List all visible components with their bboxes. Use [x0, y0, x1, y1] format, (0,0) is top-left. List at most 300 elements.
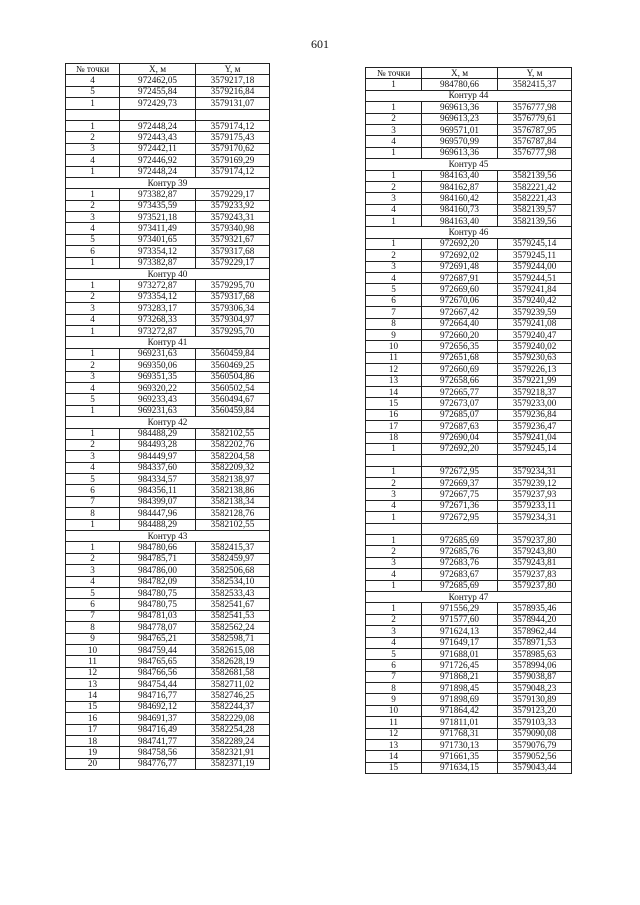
table-row	[366, 671, 572, 682]
table-row	[366, 79, 572, 90]
y-coordinate-cell: 3579218,37	[498, 386, 572, 397]
y-coordinate-cell: 3579048,23	[498, 683, 572, 694]
y-coordinate-cell: 3582541,53	[196, 610, 270, 621]
y-coordinate-cell: 3560459,84	[196, 405, 270, 416]
y-coordinate-cell: 3582615,08	[196, 644, 270, 655]
table-row	[66, 485, 270, 496]
table-row	[66, 451, 270, 462]
table-row	[66, 496, 270, 507]
y-coordinate-cell: 3579217,18	[196, 75, 270, 86]
point-number-cell: 1	[66, 519, 120, 530]
y-coordinate-cell: 3579241,84	[498, 284, 572, 295]
contour-label: Контур 42	[66, 417, 270, 428]
point-number-cell: 6	[66, 246, 120, 257]
y-coordinate-cell: 3579226,13	[498, 364, 572, 375]
table-row	[66, 394, 270, 405]
x-coordinate-cell: 969320,22	[120, 382, 196, 393]
y-coordinate-cell: 3576777,98	[498, 147, 572, 158]
point-number-cell: 20	[66, 758, 120, 769]
point-number-cell: 5	[366, 284, 422, 295]
x-coordinate-cell: 971811,01	[422, 717, 498, 728]
contour-label: Контур 41	[66, 337, 270, 348]
table-row	[366, 250, 572, 261]
x-coordinate-cell: 972672,95	[422, 466, 498, 477]
table-row	[66, 75, 270, 86]
x-coordinate-cell: 972448,24	[120, 120, 196, 131]
table-row	[366, 489, 572, 500]
table-row	[66, 553, 270, 564]
point-number-cell: 1	[366, 79, 422, 90]
table-row	[66, 371, 270, 382]
point-number-cell: 2	[366, 478, 422, 489]
y-coordinate-cell: 3560494,67	[196, 394, 270, 405]
table-row	[366, 648, 572, 659]
x-coordinate-cell: 984160,73	[422, 204, 498, 215]
point-number-cell: 1	[366, 147, 422, 158]
y-coordinate-cell: 3582209,32	[196, 462, 270, 473]
x-coordinate-cell: 971864,42	[422, 705, 498, 716]
x-coordinate-cell: 972448,24	[120, 166, 196, 177]
point-number-cell: 4	[366, 136, 422, 147]
x-coordinate-cell: 973272,87	[120, 325, 196, 336]
x-coordinate-cell: 972685,69	[422, 580, 498, 591]
x-coordinate-cell: 972446,92	[120, 155, 196, 166]
header-y: Y, м	[498, 68, 572, 79]
header-x: X, м	[120, 64, 196, 75]
empty-cell	[422, 523, 498, 534]
contour-heading-row	[366, 159, 572, 170]
point-number-cell: 2	[66, 200, 120, 211]
x-coordinate-cell: 972667,75	[422, 489, 498, 500]
table-row	[66, 724, 270, 735]
y-coordinate-cell: 3582628,19	[196, 656, 270, 667]
point-number-cell: 8	[366, 683, 422, 694]
x-coordinate-cell: 972685,76	[422, 546, 498, 557]
y-coordinate-cell: 3579229,17	[196, 189, 270, 200]
x-coordinate-cell: 971868,21	[422, 671, 498, 682]
y-coordinate-cell: 3582371,19	[196, 758, 270, 769]
table-row	[366, 341, 572, 352]
x-coordinate-cell: 969351,35	[120, 371, 196, 382]
point-number-cell: 1	[366, 170, 422, 181]
table-row	[66, 508, 270, 519]
point-number-cell: 3	[366, 557, 422, 568]
point-number-cell: 1	[66, 98, 120, 109]
table-row	[66, 280, 270, 291]
x-coordinate-cell: 973354,12	[120, 291, 196, 302]
y-coordinate-cell: 3579295,70	[196, 280, 270, 291]
point-number-cell: 2	[366, 113, 422, 124]
point-number-cell: 4	[366, 500, 422, 511]
y-coordinate-cell: 3582289,24	[196, 736, 270, 747]
x-coordinate-cell: 969571,01	[422, 124, 498, 135]
contour-label: Контур 39	[66, 177, 270, 188]
table-row	[66, 633, 270, 644]
y-coordinate-cell: 3579295,70	[196, 325, 270, 336]
y-coordinate-cell: 3582459,97	[196, 553, 270, 564]
y-coordinate-cell: 3579234,31	[498, 512, 572, 523]
point-number-cell: 6	[66, 485, 120, 496]
y-coordinate-cell: 3579174,12	[196, 120, 270, 131]
point-number-cell: 4	[66, 576, 120, 587]
x-coordinate-cell: 984488,29	[120, 428, 196, 439]
y-coordinate-cell: 3579131,07	[196, 98, 270, 109]
table-row	[366, 535, 572, 546]
point-number-cell: 2	[366, 181, 422, 192]
point-number-cell: 8	[366, 318, 422, 329]
contour-label: Контур 45	[366, 159, 572, 170]
y-coordinate-cell: 3582139,56	[498, 216, 572, 227]
table-row	[366, 181, 572, 192]
point-number-cell: 2	[366, 250, 422, 261]
y-coordinate-cell: 3582102,55	[196, 428, 270, 439]
x-coordinate-cell: 971898,45	[422, 683, 498, 694]
table-row	[366, 102, 572, 113]
table-row	[66, 382, 270, 393]
table-row	[366, 170, 572, 181]
table-row	[366, 352, 572, 363]
contour-heading-row	[66, 177, 270, 188]
point-number-cell: 1	[66, 428, 120, 439]
point-number-cell: 4	[66, 314, 120, 325]
table-row	[366, 683, 572, 694]
contour-label: Контур 46	[366, 227, 572, 238]
y-coordinate-cell: 3560502,54	[196, 382, 270, 393]
point-number-cell: 18	[66, 736, 120, 747]
table-row	[366, 113, 572, 124]
table-row	[66, 257, 270, 268]
point-number-cell: 12	[366, 364, 422, 375]
table-body-right	[366, 79, 572, 774]
point-number-cell: 11	[366, 352, 422, 363]
y-coordinate-cell: 3582321,91	[196, 747, 270, 758]
x-coordinate-cell: 984493,28	[120, 439, 196, 450]
table-row	[366, 204, 572, 215]
point-number-cell: 7	[366, 307, 422, 318]
point-number-cell: 1	[66, 325, 120, 336]
y-coordinate-cell: 3579170,62	[196, 143, 270, 154]
table-row	[66, 462, 270, 473]
point-number-cell: 1	[366, 102, 422, 113]
table-row	[366, 421, 572, 432]
table-row	[366, 626, 572, 637]
y-coordinate-cell: 3576787,84	[498, 136, 572, 147]
table-row	[66, 86, 270, 97]
y-coordinate-cell: 3579321,67	[196, 234, 270, 245]
y-coordinate-cell: 3582138,97	[196, 474, 270, 485]
y-coordinate-cell: 3579239,59	[498, 307, 572, 318]
point-number-cell: 1	[366, 238, 422, 249]
x-coordinate-cell: 972685,69	[422, 535, 498, 546]
y-coordinate-cell: 3579052,56	[498, 751, 572, 762]
coordinates-table-left	[65, 63, 270, 770]
point-number-cell: 3	[66, 143, 120, 154]
point-number-cell: 1	[366, 603, 422, 614]
x-coordinate-cell: 972443,43	[120, 132, 196, 143]
contour-heading-row	[66, 417, 270, 428]
point-number-cell: 1	[366, 443, 422, 454]
y-coordinate-cell: 3579245,11	[498, 250, 572, 261]
y-coordinate-cell: 3578944,20	[498, 614, 572, 625]
x-coordinate-cell: 972455,84	[120, 86, 196, 97]
y-coordinate-cell: 3582254,28	[196, 724, 270, 735]
x-coordinate-cell: 984786,00	[120, 565, 196, 576]
y-coordinate-cell: 3579243,31	[196, 212, 270, 223]
table-row	[66, 576, 270, 587]
x-coordinate-cell: 969570,99	[422, 136, 498, 147]
table-row	[66, 747, 270, 758]
table-row	[66, 155, 270, 166]
x-coordinate-cell: 972692,20	[422, 443, 498, 454]
table-row	[366, 569, 572, 580]
y-coordinate-cell: 3582534,10	[196, 576, 270, 587]
y-coordinate-cell: 3582102,55	[196, 519, 270, 530]
table-row	[366, 386, 572, 397]
table-row	[366, 318, 572, 329]
x-coordinate-cell: 972683,67	[422, 569, 498, 580]
point-number-cell: 4	[66, 462, 120, 473]
table-row	[66, 360, 270, 371]
x-coordinate-cell: 984780,66	[120, 542, 196, 553]
point-number-cell: 1	[66, 166, 120, 177]
x-coordinate-cell: 984488,29	[120, 519, 196, 530]
table-row	[66, 679, 270, 690]
x-coordinate-cell: 973272,87	[120, 280, 196, 291]
point-number-cell: 14	[66, 690, 120, 701]
y-coordinate-cell: 3579317,68	[196, 291, 270, 302]
table-row	[66, 622, 270, 633]
point-number-cell: 3	[366, 626, 422, 637]
point-number-cell: 3	[66, 371, 120, 382]
y-coordinate-cell: 3578971,53	[498, 637, 572, 648]
table-row	[66, 736, 270, 747]
x-coordinate-cell: 971726,45	[422, 660, 498, 671]
point-number-cell: 1	[66, 348, 120, 359]
table-row	[66, 314, 270, 325]
point-number-cell: 4	[366, 637, 422, 648]
x-coordinate-cell: 971649,17	[422, 637, 498, 648]
x-coordinate-cell: 984399,07	[120, 496, 196, 507]
x-coordinate-cell: 973382,87	[120, 257, 196, 268]
point-number-cell: 17	[366, 421, 422, 432]
y-coordinate-cell: 3579240,42	[498, 295, 572, 306]
table-row	[66, 713, 270, 724]
table-row	[66, 132, 270, 143]
y-coordinate-cell: 3579245,14	[498, 238, 572, 249]
table-row	[366, 694, 572, 705]
table-row	[66, 98, 270, 109]
point-number-cell: 4	[66, 382, 120, 393]
empty-cell	[120, 109, 196, 120]
x-coordinate-cell: 971556,29	[422, 603, 498, 614]
point-number-cell: 1	[366, 216, 422, 227]
y-coordinate-cell: 3579304,97	[196, 314, 270, 325]
point-number-cell: 12	[366, 728, 422, 739]
x-coordinate-cell: 969231,63	[120, 348, 196, 359]
x-coordinate-cell: 972660,20	[422, 329, 498, 340]
y-coordinate-cell: 3579244,51	[498, 273, 572, 284]
point-number-cell: 3	[366, 193, 422, 204]
table-row	[66, 189, 270, 200]
point-number-cell: 3	[366, 489, 422, 500]
x-coordinate-cell: 972429,73	[120, 98, 196, 109]
y-coordinate-cell: 3579174,12	[196, 166, 270, 177]
contour-label: Контур 43	[66, 531, 270, 542]
y-coordinate-cell: 3579237,83	[498, 569, 572, 580]
table-row	[366, 295, 572, 306]
x-coordinate-cell: 984754,44	[120, 679, 196, 690]
y-coordinate-cell: 3582202,76	[196, 439, 270, 450]
x-coordinate-cell: 984692,12	[120, 701, 196, 712]
table-row	[66, 542, 270, 553]
x-coordinate-cell: 984780,75	[120, 599, 196, 610]
table-row	[366, 717, 572, 728]
header-x: X, м	[422, 68, 498, 79]
table-row	[366, 512, 572, 523]
x-coordinate-cell: 984162,87	[422, 181, 498, 192]
x-coordinate-cell: 972692,02	[422, 250, 498, 261]
point-number-cell: 10	[366, 341, 422, 352]
x-coordinate-cell: 972462,05	[120, 75, 196, 86]
point-number-cell: 11	[366, 717, 422, 728]
point-number-cell: 3	[366, 261, 422, 272]
point-number-cell: 4	[66, 75, 120, 86]
y-coordinate-cell: 3579237,80	[498, 535, 572, 546]
point-number-cell: 2	[66, 360, 120, 371]
table-row	[366, 740, 572, 751]
x-coordinate-cell: 972690,04	[422, 432, 498, 443]
table-row	[66, 565, 270, 576]
point-number-cell: 1	[366, 466, 422, 477]
point-number-cell: 17	[66, 724, 120, 735]
table-row	[366, 216, 572, 227]
point-number-cell: 1	[366, 512, 422, 523]
y-coordinate-cell: 3578962,44	[498, 626, 572, 637]
table-row	[66, 166, 270, 177]
y-coordinate-cell: 3579239,12	[498, 478, 572, 489]
blank-separator-row	[366, 455, 572, 466]
y-coordinate-cell: 3579090,08	[498, 728, 572, 739]
point-number-cell: 3	[366, 124, 422, 135]
y-coordinate-cell: 3582533,43	[196, 587, 270, 598]
blank-separator-row	[366, 523, 572, 534]
y-coordinate-cell: 3579234,31	[498, 466, 572, 477]
empty-cell	[196, 109, 270, 120]
y-coordinate-cell: 3582562,24	[196, 622, 270, 633]
table-row	[366, 728, 572, 739]
y-coordinate-cell: 3579241,08	[498, 318, 572, 329]
x-coordinate-cell: 984781,03	[120, 610, 196, 621]
table-row	[66, 143, 270, 154]
point-number-cell: 10	[66, 644, 120, 655]
x-coordinate-cell: 973435,59	[120, 200, 196, 211]
table-row	[366, 398, 572, 409]
table-header-row	[66, 64, 270, 75]
table-row	[66, 474, 270, 485]
point-number-cell: 5	[66, 86, 120, 97]
point-number-cell: 1	[66, 405, 120, 416]
x-coordinate-cell: 984778,07	[120, 622, 196, 633]
table-row	[366, 637, 572, 648]
point-number-cell: 4	[366, 273, 422, 284]
table-row	[66, 405, 270, 416]
y-coordinate-cell: 3582681,58	[196, 667, 270, 678]
y-coordinate-cell: 3582229,08	[196, 713, 270, 724]
x-coordinate-cell: 972670,06	[422, 295, 498, 306]
point-number-cell: 9	[66, 633, 120, 644]
y-coordinate-cell: 3579233,00	[498, 398, 572, 409]
contour-heading-row	[366, 591, 572, 602]
y-coordinate-cell: 3582506,68	[196, 565, 270, 576]
point-number-cell: 13	[66, 679, 120, 690]
table-row	[366, 478, 572, 489]
x-coordinate-cell: 972669,37	[422, 478, 498, 489]
x-coordinate-cell: 971688,01	[422, 648, 498, 659]
x-coordinate-cell: 984449,97	[120, 451, 196, 462]
x-coordinate-cell: 973411,49	[120, 223, 196, 234]
y-coordinate-cell: 3579241,04	[498, 432, 572, 443]
point-number-cell: 14	[366, 386, 422, 397]
x-coordinate-cell: 984691,37	[120, 713, 196, 724]
y-coordinate-cell: 3579103,33	[498, 717, 572, 728]
y-coordinate-cell: 3582138,86	[196, 485, 270, 496]
point-number-cell: 11	[66, 656, 120, 667]
point-number-cell: 16	[66, 713, 120, 724]
y-coordinate-cell: 3576779,61	[498, 113, 572, 124]
table-row	[366, 238, 572, 249]
y-coordinate-cell: 3579233,92	[196, 200, 270, 211]
page-number: 601	[311, 37, 329, 51]
table-row	[366, 500, 572, 511]
table-row	[366, 329, 572, 340]
point-number-cell: 12	[66, 667, 120, 678]
x-coordinate-cell: 972664,40	[422, 318, 498, 329]
table-row	[366, 261, 572, 272]
table-row	[366, 546, 572, 557]
x-coordinate-cell: 972656,35	[422, 341, 498, 352]
empty-cell	[498, 455, 572, 466]
table-row	[66, 200, 270, 211]
y-coordinate-cell: 3579233,11	[498, 500, 572, 511]
x-coordinate-cell: 971768,31	[422, 728, 498, 739]
table-row	[366, 443, 572, 454]
table-header-row	[366, 68, 572, 79]
point-number-cell: 2	[366, 546, 422, 557]
x-coordinate-cell: 973521,18	[120, 212, 196, 223]
contour-label: Контур 40	[66, 269, 270, 280]
point-number-cell: 2	[66, 553, 120, 564]
table-row	[366, 193, 572, 204]
table-row	[66, 599, 270, 610]
point-number-cell: 15	[366, 762, 422, 773]
x-coordinate-cell: 984780,75	[120, 587, 196, 598]
x-coordinate-cell: 972651,68	[422, 352, 498, 363]
x-coordinate-cell: 973382,87	[120, 189, 196, 200]
header-point-number: № точки	[366, 68, 422, 79]
table-row	[366, 147, 572, 158]
x-coordinate-cell: 972687,91	[422, 273, 498, 284]
x-coordinate-cell: 972672,95	[422, 512, 498, 523]
x-coordinate-cell: 984447,96	[120, 508, 196, 519]
table-row	[66, 690, 270, 701]
point-number-cell: 3	[66, 212, 120, 223]
x-coordinate-cell: 972669,60	[422, 284, 498, 295]
x-coordinate-cell: 984163,40	[422, 170, 498, 181]
table-row	[366, 660, 572, 671]
x-coordinate-cell: 984776,77	[120, 758, 196, 769]
y-coordinate-cell: 3578935,46	[498, 603, 572, 614]
table-row	[66, 291, 270, 302]
